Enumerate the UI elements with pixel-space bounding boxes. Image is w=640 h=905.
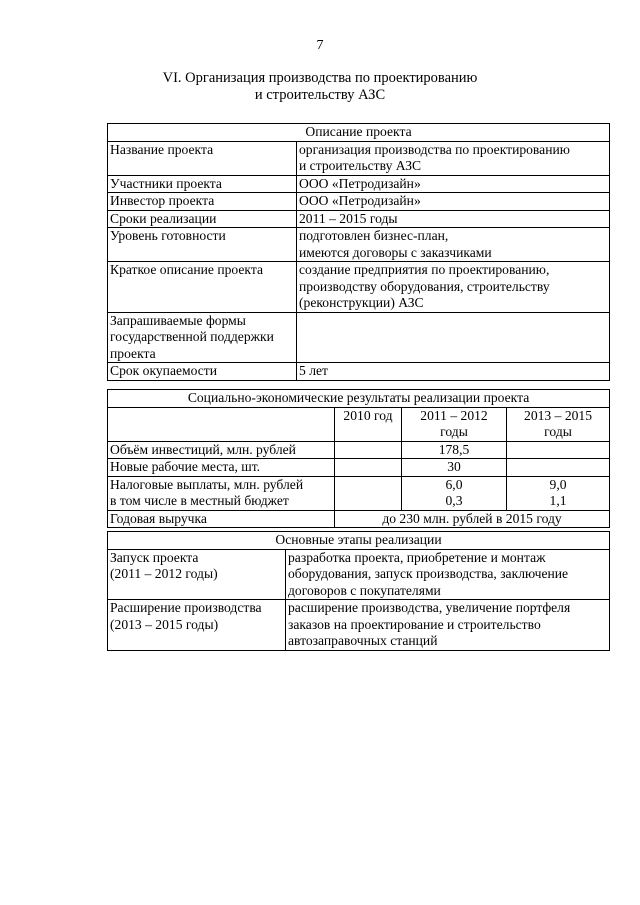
cell-line: 1,1	[549, 493, 567, 508]
cell-line: разработка проекта, приобретение и монтаж	[288, 549, 546, 565]
cell-line: (2011 – 2012 годы)	[110, 566, 218, 581]
cell-line: (2013 – 2015 годы)	[110, 616, 219, 632]
row-value	[297, 175, 610, 193]
row-label	[108, 476, 335, 510]
table-row	[108, 141, 610, 175]
table-row	[108, 312, 610, 363]
row-label	[108, 441, 335, 459]
section-title: Социально-экономические результаты реализации проекта	[108, 390, 610, 408]
table-row	[108, 600, 610, 651]
cell-2010	[335, 441, 402, 459]
cell-line	[337, 477, 399, 494]
stage-label	[108, 549, 286, 600]
heading-line-1: VI. Организация производства по проектированию	[162, 70, 478, 86]
heading-line-2: и строительству АЗС	[254, 87, 386, 103]
cell-line: ООО «Петродизайн»	[299, 193, 421, 208]
section-title: Описание проекта	[108, 124, 610, 142]
row-label	[108, 175, 297, 193]
row-label	[108, 193, 297, 211]
table-row	[108, 210, 610, 228]
cell-line: проекта	[110, 345, 156, 361]
table-row	[108, 175, 610, 193]
row-value	[297, 141, 610, 175]
table-row-revenue	[108, 510, 610, 528]
cell-line	[337, 442, 399, 459]
cell-line: расширение производства, увеличение портфеля	[288, 600, 571, 615]
cell-line: Название проекта	[110, 141, 214, 157]
cell-2010	[335, 476, 402, 510]
table-section-header	[108, 124, 610, 142]
cell-line: 178,5	[438, 441, 470, 457]
stage-label	[108, 600, 286, 651]
cell-line: 0,3	[445, 493, 463, 508]
cell-line: заказов на проектирование и строительство	[288, 616, 541, 632]
cell-line: и строительству АЗС	[299, 158, 422, 173]
column-header	[108, 407, 335, 441]
row-label	[108, 210, 297, 228]
cell-line: Запуск проекта	[110, 549, 199, 565]
cell-line: оборудования, запуск производства, заключение	[288, 566, 569, 581]
section-title: Основные этапы реализации	[108, 532, 610, 550]
cell-2013-2015	[507, 476, 610, 510]
results-column-headers	[108, 407, 610, 441]
table-row	[108, 476, 610, 510]
row-label	[108, 312, 297, 363]
table-row	[108, 262, 610, 313]
cell-line: Налоговые выплаты, млн. рублей	[110, 476, 304, 492]
table-row	[108, 363, 610, 381]
row-value	[297, 193, 610, 211]
table-row	[108, 459, 610, 477]
cell-2011-2012	[402, 441, 507, 459]
cell-line: ООО «Петродизайн»	[299, 175, 421, 191]
cell-line: Уровень готовности	[110, 228, 226, 243]
cell-line: Участники проекта	[110, 175, 222, 191]
cell-line: договоров с покупателями	[288, 582, 441, 598]
cell-line: 5 лет	[299, 363, 328, 378]
results-table	[107, 389, 610, 528]
cell-line: в том числе в местный бюджет	[110, 493, 289, 508]
section-heading	[0, 70, 640, 104]
cell-line: 2011 – 2015 годы	[299, 210, 398, 226]
table-row	[108, 228, 610, 262]
cell-line: государственной поддержки	[110, 329, 274, 344]
row-value	[297, 228, 610, 262]
row-value: до 230 млн. рублей в 2015 году	[335, 510, 610, 528]
column-header: 2010 год	[335, 407, 402, 441]
cell-2011-2012	[402, 459, 507, 477]
stage-value	[286, 549, 610, 600]
row-label: Годовая выручка	[108, 510, 335, 528]
cell-line	[337, 493, 399, 510]
cell-line: автозаправочных станций	[288, 633, 438, 648]
cell-2010	[335, 459, 402, 477]
cell-line: имеются договоры с заказчиками	[299, 244, 492, 260]
cell-line: 30	[447, 459, 461, 474]
row-label	[108, 363, 297, 381]
column-header: 2013 – 2015 годы	[507, 407, 610, 441]
cell-line: (реконструкции) АЗС	[299, 295, 424, 310]
page-number: 7	[316, 38, 324, 53]
cell-line: Новые рабочие места, шт.	[110, 459, 261, 474]
cell-2013-2015	[507, 441, 610, 459]
cell-2011-2012	[402, 476, 507, 510]
cell-line: Краткое описание проекта	[110, 262, 263, 277]
column-header: 2011 – 2012 годы	[402, 407, 507, 441]
table-section-header	[108, 390, 610, 408]
cell-line	[337, 459, 399, 476]
cell-line: организация производства по проектированию	[299, 141, 570, 157]
project-description-table	[107, 123, 610, 381]
row-value	[297, 312, 610, 363]
cell-line: производству оборудования, строительству	[299, 278, 550, 294]
table-row	[108, 549, 610, 600]
cell-line: подготовлен бизнес-план,	[299, 228, 449, 243]
cell-line: 9,0	[549, 476, 567, 492]
table-row	[108, 193, 610, 211]
cell-line: 6,0	[445, 476, 463, 492]
row-value	[297, 363, 610, 381]
cell-line	[509, 459, 607, 476]
table-section-header	[108, 532, 610, 550]
row-value	[297, 210, 610, 228]
cell-line: Срок окупаемости	[110, 363, 217, 378]
cell-2013-2015	[507, 459, 610, 477]
row-label	[108, 141, 297, 175]
row-label	[108, 262, 297, 313]
cell-line: Инвестор проекта	[110, 193, 215, 208]
stages-table	[107, 531, 610, 651]
stage-value	[286, 600, 610, 651]
row-label	[108, 459, 335, 477]
row-label	[108, 228, 297, 262]
table-row	[108, 441, 610, 459]
cell-line: Объём инвестиций, млн. рублей	[110, 441, 296, 457]
cell-line: Сроки реализации	[110, 210, 217, 226]
cell-line: создание предприятия по проектированию,	[299, 262, 550, 277]
row-value	[297, 262, 610, 313]
cell-line	[509, 442, 607, 459]
cell-line: Запрашиваемые формы	[110, 312, 246, 328]
cell-line: Расширение производства	[110, 600, 262, 615]
